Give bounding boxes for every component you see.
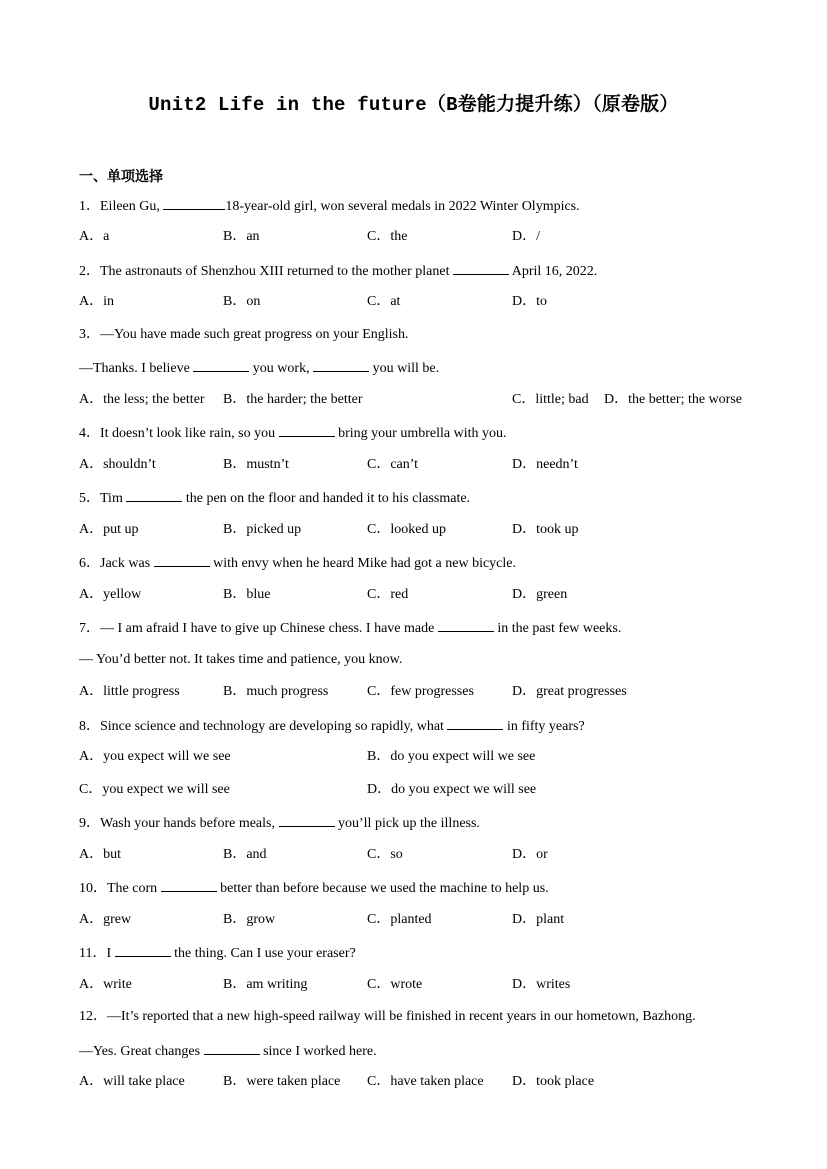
question-12-response: —Yes. Great changes since I worked here. [79, 1041, 377, 1061]
option-b: B．blue [223, 587, 271, 602]
question-7: 7．— I am afraid I have to give up Chinese chess. I have made in the past few weeks. [79, 618, 621, 638]
option-d: D．needn’t [512, 457, 578, 472]
option-d: D．took place [512, 1074, 595, 1089]
question-3: 3．—You have made such great progress on your English. [79, 327, 409, 342]
option-b: B．on [223, 294, 261, 309]
answer-blank [447, 716, 503, 730]
option-b: B．picked up [223, 522, 302, 537]
page-title: Unit2 Life in the future（B卷能力提升练）（原卷版） [148, 94, 679, 116]
answer-blank [154, 553, 210, 567]
option-d: D．green [512, 587, 568, 602]
answer-blank [161, 878, 217, 892]
option-a: A．grew [79, 912, 132, 927]
option-b: B．were taken place [223, 1074, 341, 1089]
option-b: B．am writing [223, 977, 308, 992]
option-b: B．much progress [223, 684, 329, 699]
option-a: A．shouldn’t [79, 457, 156, 472]
question-1: 1．Eileen Gu, 18-year-old girl, won several medals in 2022 Winter Olympics. [79, 196, 580, 216]
question-4: 4．It doesn’t look like rain, so you bring your umbrella with you. [79, 423, 506, 443]
question-12: 12．—It’s reported that a new high-speed railway will be finished in recent years in our hometown, Bazhong. [79, 1009, 696, 1024]
answer-blank [115, 943, 171, 957]
answer-blank [126, 488, 182, 502]
option-d: D．took up [512, 522, 579, 537]
answer-blank [163, 196, 225, 210]
option-d: D．do you expect we will see [367, 782, 537, 797]
option-d: D．or [512, 847, 548, 862]
answer-blank [279, 423, 335, 437]
option-c: C．planted [367, 912, 432, 927]
option-c: C．have taken place [367, 1074, 484, 1089]
option-a: A．will take place [79, 1074, 185, 1089]
option-a: A．the less; the better [79, 392, 205, 407]
question-5: 5．Tim the pen on the floor and handed it to his classmate. [79, 488, 470, 508]
option-c: C．little; bad [512, 392, 589, 407]
option-a: A．write [79, 977, 132, 992]
answer-blank [313, 358, 369, 372]
answer-blank [204, 1041, 260, 1055]
question-3-response: —Thanks. I believe you work, you will be. [79, 358, 439, 378]
option-b: B．the harder; the better [223, 392, 363, 407]
question-2: 2．The astronauts of Shenzhou XIII returned to the mother planet April 16, 2022. [79, 261, 597, 281]
option-a: A．a [79, 229, 110, 244]
option-d: D．to [512, 294, 547, 309]
option-d: D．the better; the worse [604, 392, 743, 407]
section-heading: 一、单项选择 [79, 169, 163, 185]
option-d: D．plant [512, 912, 565, 927]
option-b: B．an [223, 229, 260, 244]
option-b: B．and [223, 847, 267, 862]
option-a: A．in [79, 294, 114, 309]
answer-blank [453, 261, 509, 275]
option-a: A．but [79, 847, 121, 862]
option-b: B．do you expect will we see [367, 749, 536, 764]
option-b: B．grow [223, 912, 276, 927]
question-7-response: — You’d better not. It takes time and patience, you know. [79, 652, 403, 667]
option-d: D．great progresses [512, 684, 627, 699]
question-6: 6．Jack was with envy when he heard Mike had got a new bicycle. [79, 553, 516, 573]
question-11: 11．I the thing. Can I use your eraser? [79, 943, 356, 963]
option-b: B．mustn’t [223, 457, 289, 472]
option-a: A．you expect will we see [79, 749, 231, 764]
answer-blank [193, 358, 249, 372]
option-d: D．writes [512, 977, 571, 992]
option-c: C．you expect we will see [79, 782, 230, 797]
question-8: 8．Since science and technology are developing so rapidly, what in fifty years? [79, 716, 585, 736]
option-c: C．can’t [367, 457, 419, 472]
option-a: A．little progress [79, 684, 180, 699]
option-c: C．at [367, 294, 401, 309]
option-c: C．red [367, 587, 409, 602]
answer-blank [438, 618, 494, 632]
answer-blank [279, 813, 335, 827]
option-a: A．yellow [79, 587, 142, 602]
option-a: A．put up [79, 522, 139, 537]
option-d: D．/ [512, 229, 540, 244]
option-c: C．few progresses [367, 684, 474, 699]
question-9: 9．Wash your hands before meals, you’ll pick up the illness. [79, 813, 480, 833]
question-10: 10．The corn better than before because we used the machine to help us. [79, 878, 549, 898]
option-c: C．wrote [367, 977, 423, 992]
option-c: C．the [367, 229, 408, 244]
option-c: C．looked up [367, 522, 446, 537]
option-c: C．so [367, 847, 403, 862]
